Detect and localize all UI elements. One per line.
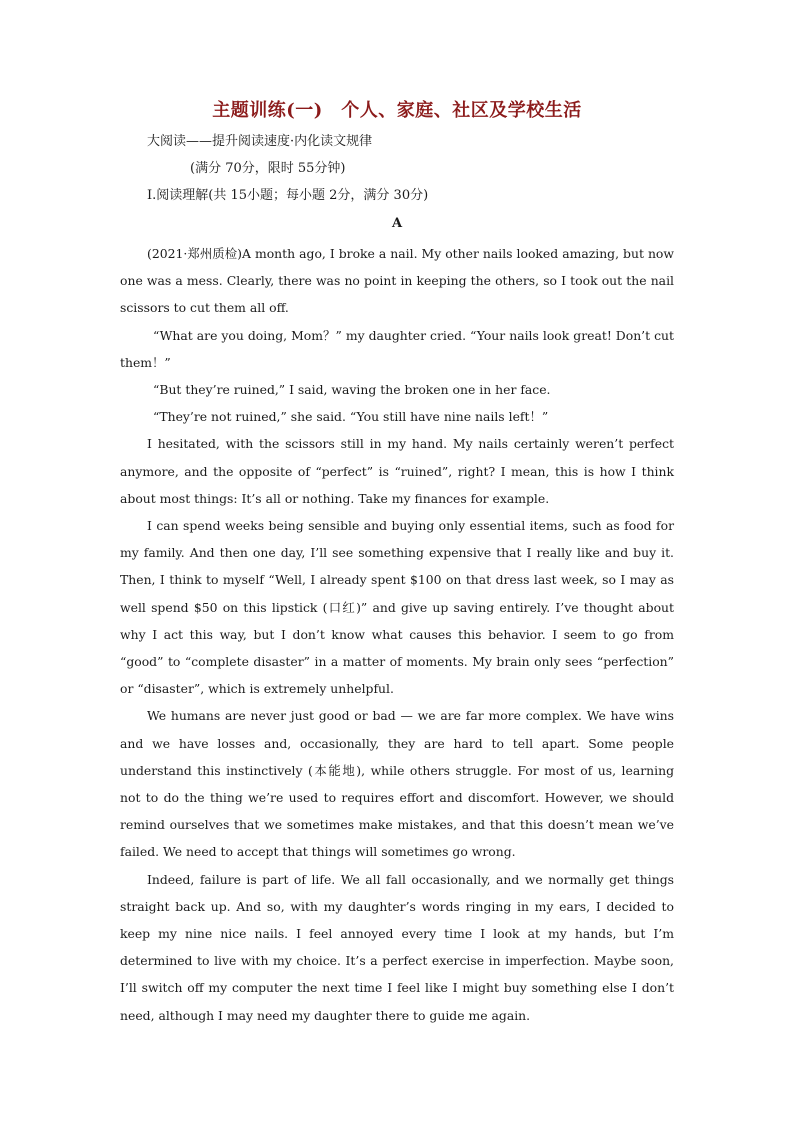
paragraph: I hesitated, with the scissors still in my hand. My nails certainly weren’t perfect anymore, and the opposite of “perfect” is “ruined”, right? I mean, this is how I think about most things: It’s all or nothing. Take my finances for example.: [120, 436, 674, 506]
subheading: 大阅读——提升阅读速度·内化读文规律: [147, 134, 373, 149]
paragraph: Indeed, failure is part of life. We all fall occasionally, and we normally get things straight back up. And so, with my daughter’s words ringing in my ears, I decided to keep my nine nice nails. I feel annoyed every time I look at my hands, but I’m determined to live with my choice. It’s a perfect exercise in imperfection. Maybe soon, I’ll switch off my computer the next time I feel like I might buy something else I don’t need, although I may need my daughter there to guide me again.: [120, 871, 674, 1023]
passage-body: [120, 240, 674, 1029]
paragraph: “They’re not ruined,” she said. “You still have nine nails left！”: [153, 409, 549, 425]
section-heading: Ⅰ.阅读理解(共 15小题；每小题 2分，满分 30分): [147, 188, 429, 203]
passage-label: A: [391, 216, 403, 231]
paragraph: I can spend weeks being sensible and buying only essential items, such as food for my family. And then one day, I’ll see something expensive that I really like and buy it. Then, I think to myself “Well, I already spent $100 on that dress last week, so I may as well spend $50 on this lipstick (口红)” and give up saving entirely. I’ve thought about why I act this way, but I don’t know what causes this behavior. I seem to go from “good” to “complete disaster” in a matter of moments. My brain only sees “perfection” or “disaster”, which is extremely unhelpful.: [120, 518, 674, 697]
paragraph: (2021·郑州质检)A month ago, I broke a nail. My other nails looked amazing, but now one was a mess. Clearly, there was no point in keeping the others, so I took out the nail scissors to cut them all off.: [120, 246, 674, 316]
paragraph: We humans are never just good or bad — we are far more complex. We have wins and we have losses and, occasionally, they are hard to tell apart. Some people understand this instinctively (本能地), while others struggle. For most of us, learning not to do the thing we’re used to requires effort and discomfort. However, we should remind ourselves that we sometimes make mistakes, and that this doesn’t mean we’ve failed. We need to accept that things will sometimes go wrong.: [120, 708, 674, 860]
paragraph: “What are you doing, Mom？” my daughter cried. “Your nails look great! Don’t cut them！”: [120, 327, 674, 370]
paragraph: “But they’re ruined,” I said, waving the broken one in her face.: [153, 382, 551, 398]
score-info: (满分 70分，限时 55分钟): [190, 161, 346, 176]
page-title: 主题训练(一) 个人、家庭、社区及学校生活: [212, 100, 582, 121]
